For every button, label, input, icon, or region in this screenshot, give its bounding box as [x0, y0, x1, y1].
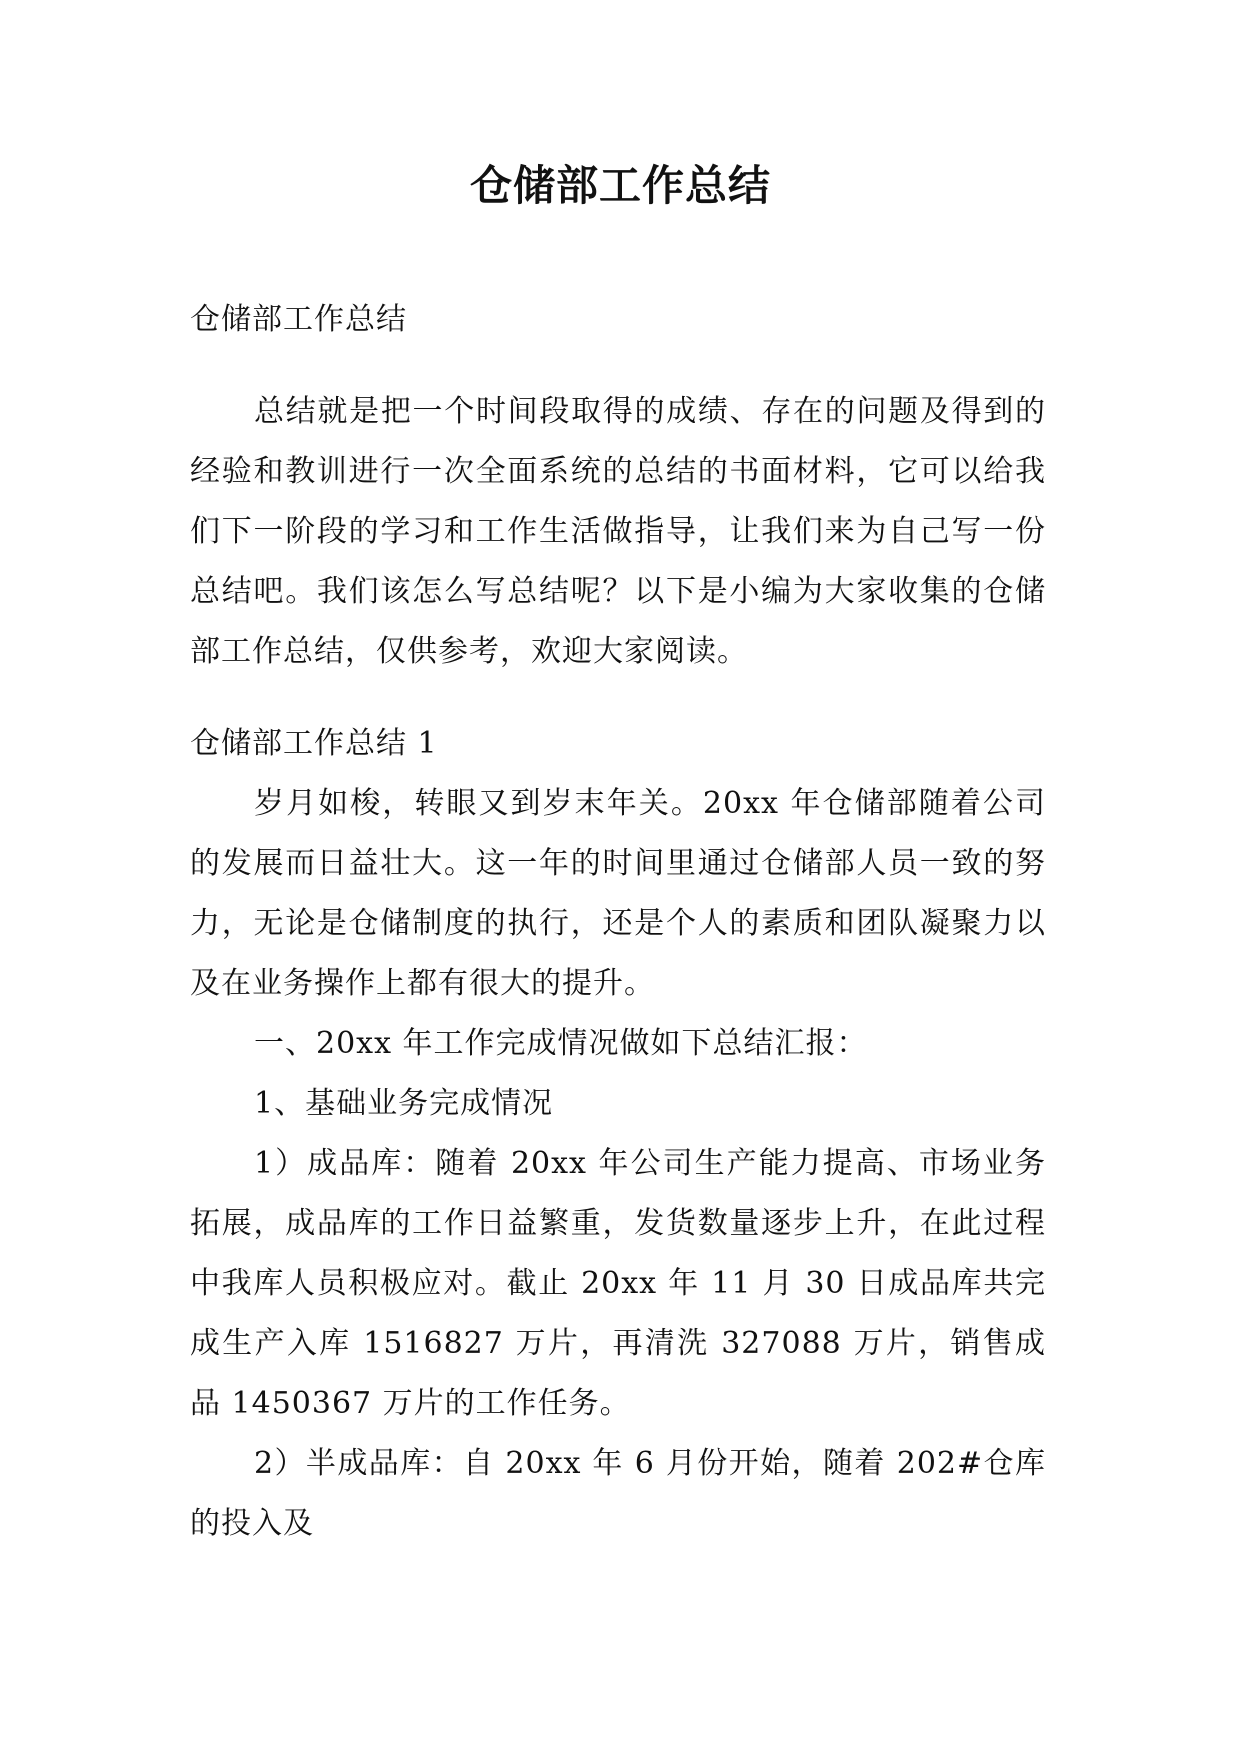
intro-paragraph: 总结就是把一个时间段取得的成绩、存在的问题及得到的经验和教训进行一次全面系统的总结的书面材料，它可以给我们下一阶段的学习和工作生活做指导，让我们来为自己写一份总结吧。我们该怎么写总结呢？以下是小编为大家收集的仓储部工作总结，仅供参考，欢迎大家阅读。 [190, 394, 1046, 669]
document-subtitle: 仓储部工作总结 [190, 302, 407, 337]
document-title: 仓储部工作总结 [469, 161, 771, 210]
section-heading: 仓储部工作总结 1 [190, 726, 438, 761]
section-paragraph-4: 1）成品库：随着 20xx 年公司生产能力提高、市场业务拓展，成品库的工作日益繁重，发货数量逐步上升，在此过程中我库人员积极应对。截止 20xx 年 11 月 30 日成品库共完成生产入库 1516827 万片，再清洗 327088 万片，销售成品 1450367 万片的工作任务。 [190, 1146, 1046, 1421]
section-paragraph-5: 2）半成品库：自 20xx 年 6 月份开始，随着 202#仓库的投入及 [190, 1446, 1046, 1541]
section-paragraph-2: 一、20xx 年工作完成情况做如下总结汇报： [254, 1026, 868, 1061]
document-body [190, 290, 1046, 1554]
section-paragraph-1: 岁月如梭，转眼又到岁末年关。20xx 年仓储部随着公司的发展而日益壮大。这一年的时间里通过仓储部人员一致的努力，无论是仓储制度的执行，还是个人的素质和团队凝聚力以及在业务操作上都有很大的提升。 [190, 786, 1046, 1001]
section-paragraph-3: 1、基础业务完成情况 [254, 1086, 554, 1121]
